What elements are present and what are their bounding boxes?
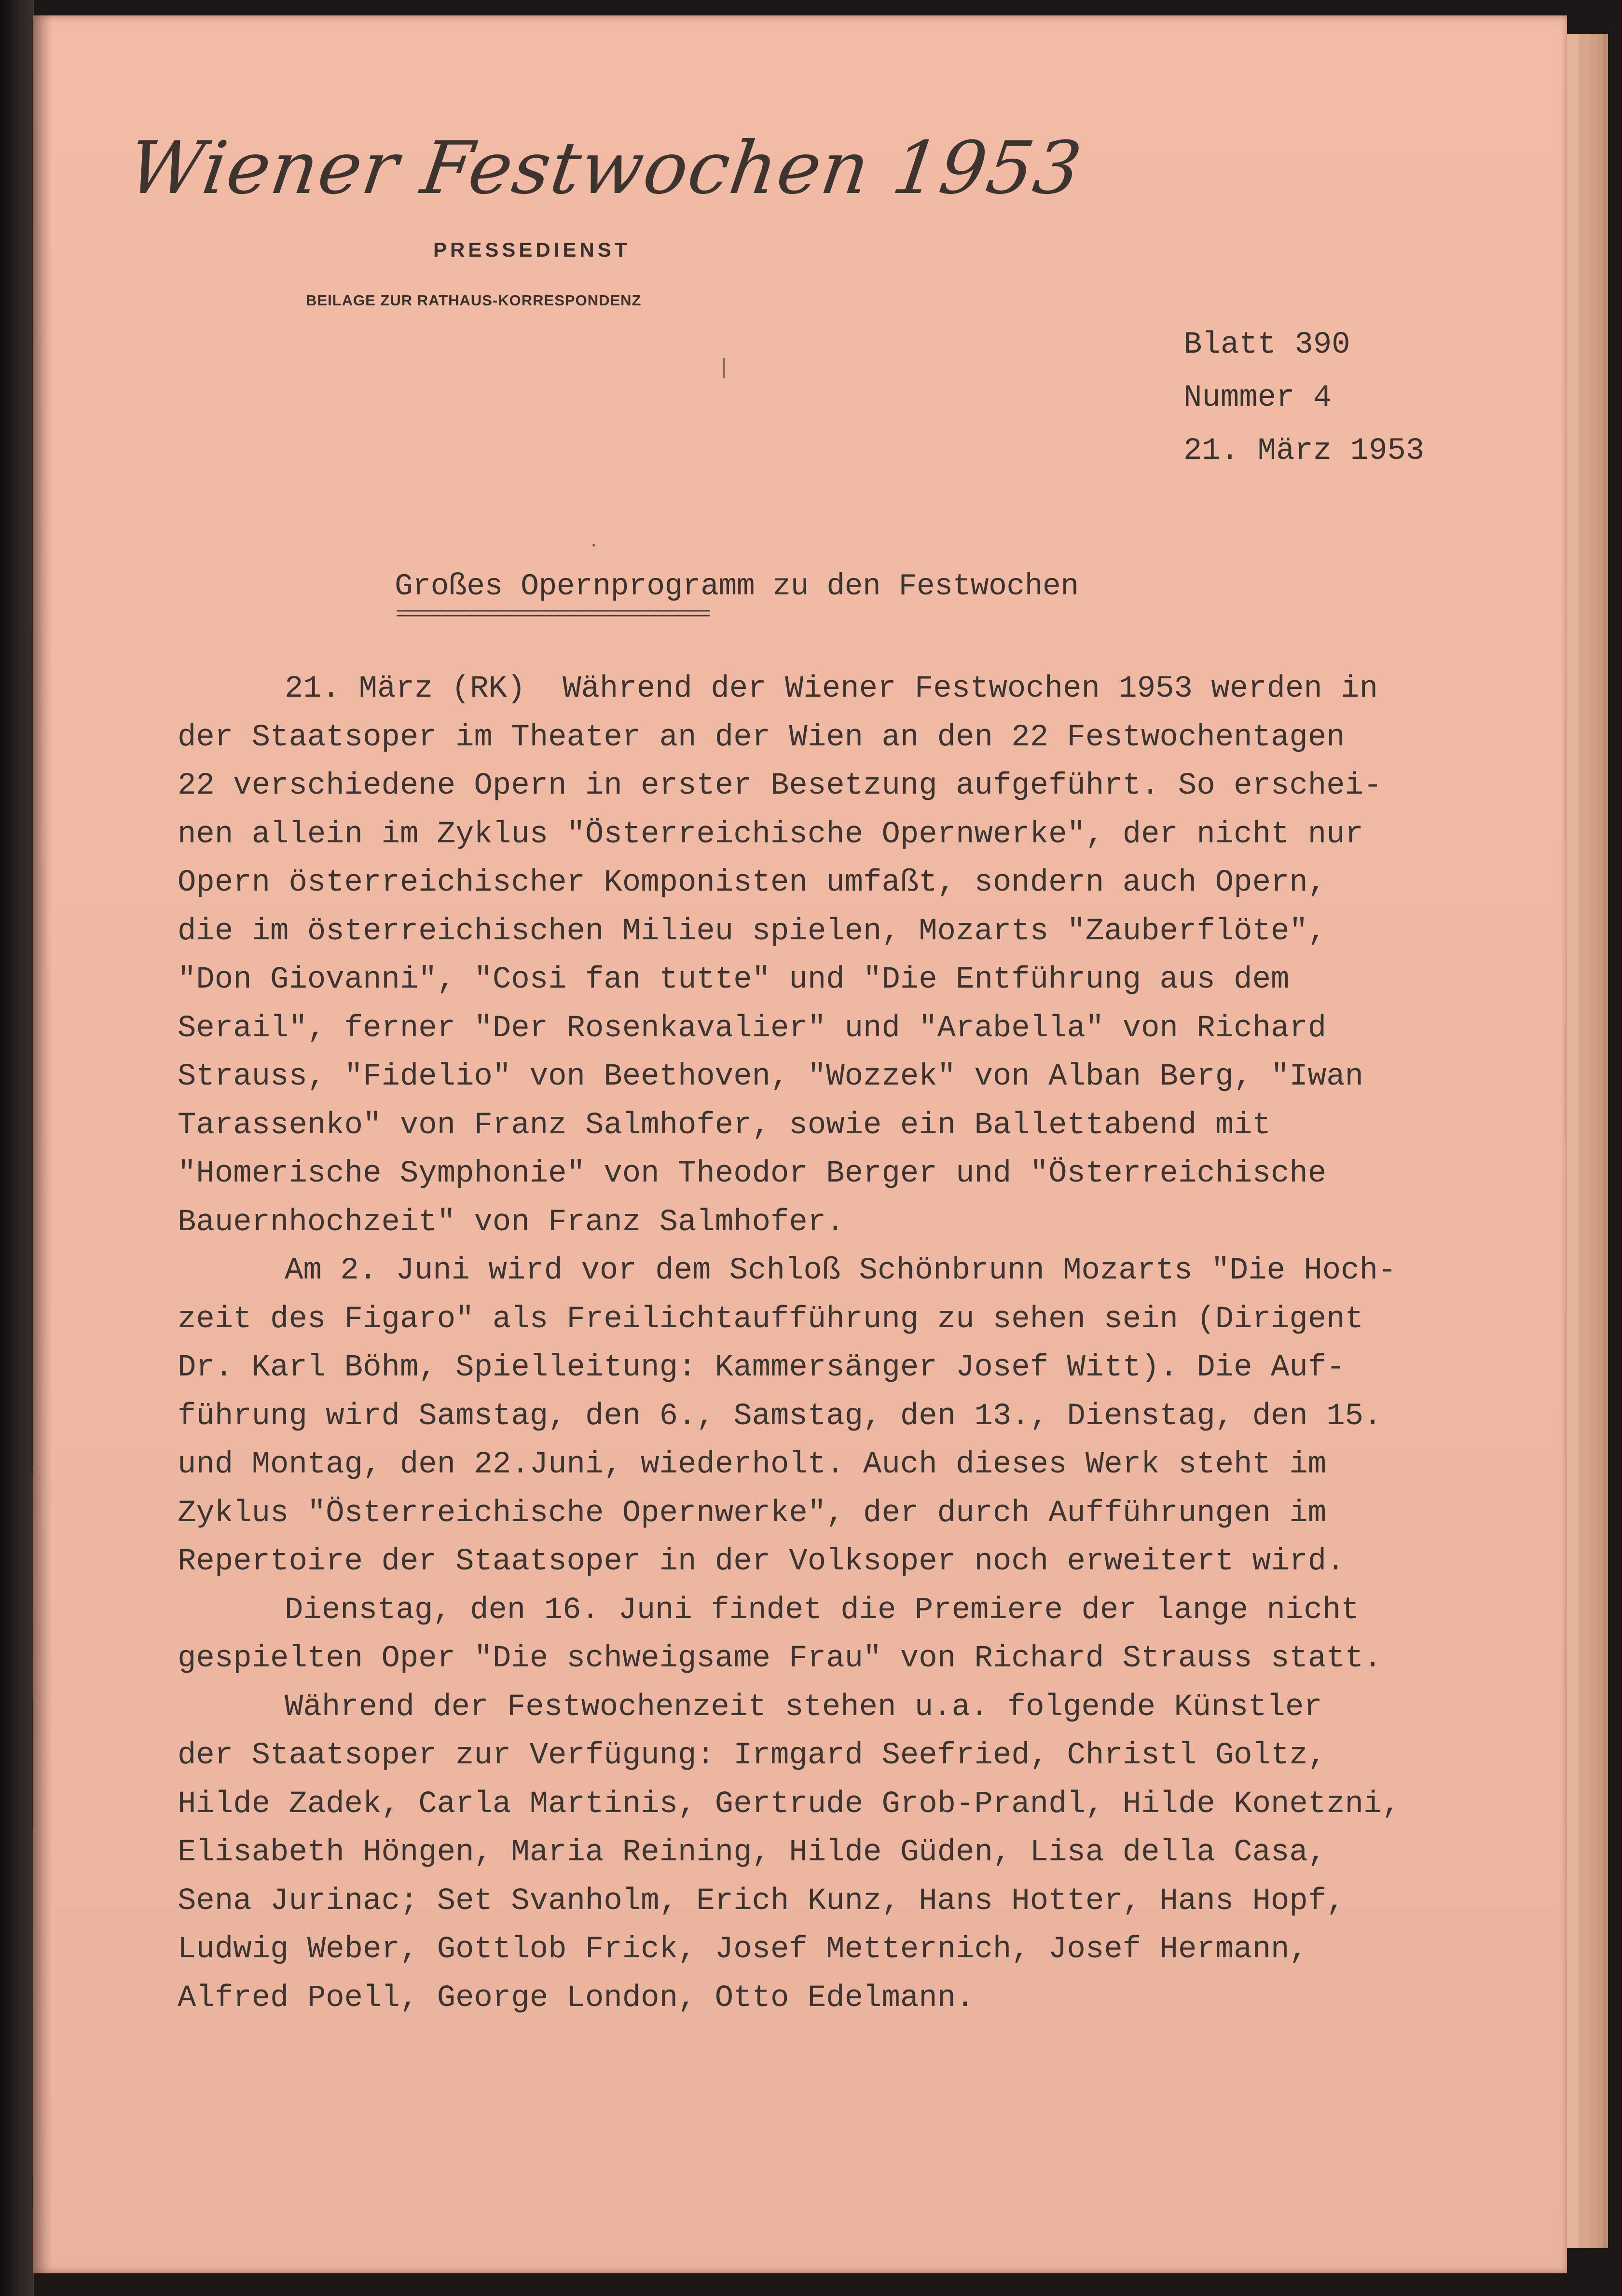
text-line: Alfred Poell, George London, Otto Edelmann. xyxy=(178,1980,975,2016)
reference-block xyxy=(1183,318,1424,478)
supplement-label: BEILAGE ZUR RATHAUS-KORRESPONDENZ xyxy=(306,292,642,309)
text-line: und Montag, den 22.Juni, wiederholt. Auch dieses Werk steht im xyxy=(178,1447,1327,1482)
text-line: "Homerische Symphonie" von Theodor Berger und "Österreichische xyxy=(178,1156,1327,1191)
text-line: Dr. Karl Böhm, Spielleitung: Kammersänger Josef Witt). Die Auf- xyxy=(178,1350,1345,1385)
text-line: Dienstag, den 16. Juni findet die Premiere der lange nicht xyxy=(285,1593,1360,1628)
text-line: zeit des Figaro" als Freilichtaufführung zu sehen sein (Dirigent xyxy=(178,1302,1363,1337)
text-line: 21. März (RK) Während der Wiener Festwochen 1953 werden in xyxy=(285,672,1378,706)
sheet-number: Blatt 390 xyxy=(1183,328,1350,362)
issue-date: 21. März 1953 xyxy=(1183,434,1425,468)
text-line: Opern österreichischer Komponisten umfaßt, sondern auch Opern, xyxy=(178,866,1327,900)
book-binding xyxy=(0,0,34,2296)
text-line: Repertoire der Staatsoper in der Volksoper noch erweitert wird. xyxy=(178,1544,1345,1579)
text-line: 22 verschiedene Opern in erster Besetzung aufgeführt. So erschei- xyxy=(178,769,1382,803)
text-line: Tarassenko" von Franz Salmhofer, sowie ein Ballettabend mit xyxy=(178,1108,1271,1143)
text-line: Bauernhochzeit" von Franz Salmhofer. xyxy=(178,1205,845,1240)
text-line: Ludwig Weber, Gottlob Frick, Josef Metternich, Josef Hermann, xyxy=(178,1932,1308,1967)
text-line: der Staatsoper zur Verfügung: Irmgard Seefried, Christl Goltz, xyxy=(178,1738,1327,1773)
press-service-label: PRESSEDIENST xyxy=(433,238,631,261)
text-line: Elisabeth Höngen, Maria Reining, Hilde Güden, Lisa della Casa, xyxy=(178,1835,1327,1870)
text-line: "Don Giovanni", "Cosi fan tutte" und "Die Entführung aus dem xyxy=(178,962,1290,997)
text-line: Zyklus "Österreichische Opernwerke", der durch Aufführungen im xyxy=(178,1496,1327,1531)
page-edge xyxy=(1603,34,1608,2248)
text-line: führung wird Samstag, den 6., Samstag, den 13., Dienstag, den 15. xyxy=(178,1399,1382,1434)
text-line: der Staatsoper im Theater an der Wien an den 22 Festwochentagen xyxy=(178,720,1345,755)
ink-mark xyxy=(723,358,725,378)
page-edges xyxy=(1564,0,1622,2296)
text-line: Am 2. Juni wird vor dem Schloß Schönbrunn Mozarts "Die Hoch- xyxy=(285,1253,1397,1288)
masthead-logo: Wiener Festwochen 1953 xyxy=(123,126,1087,210)
text-line: Strauss, "Fidelio" von Beethoven, "Wozzek" von Alban Berg, "Iwan xyxy=(178,1059,1363,1094)
page-fold-shadow xyxy=(33,15,52,2273)
issue-number: Nummer 4 xyxy=(1183,381,1332,415)
text-line: Serail", ferner "Der Rosenkavalier" und "Arabella" von Richard xyxy=(178,1011,1327,1046)
document-page xyxy=(33,15,1567,2273)
text-line: Während der Festwochenzeit stehen u.a. folgende Künstler xyxy=(285,1690,1322,1725)
text-line: gespielten Oper "Die schweigsame Frau" von Richard Strauss statt. xyxy=(178,1641,1382,1676)
title-underline: ==================================== xyxy=(396,604,709,626)
article-title: Großes Opernprogramm zu den Festwochen xyxy=(395,569,1079,604)
text-line: Hilde Zadek, Carla Martinis, Gertrude Grob-Prandl, Hilde Konetzni, xyxy=(178,1787,1401,1822)
article-body xyxy=(178,665,1538,2022)
text-line: nen allein im Zyklus "Österreichische Opernwerke", der nicht nur xyxy=(178,817,1363,852)
ink-dot xyxy=(592,544,595,547)
text-line: Sena Jurinac; Set Svanholm, Erich Kunz, Hans Hotter, Hans Hopf, xyxy=(178,1884,1345,1919)
text-line: die im österreichischen Milieu spielen, Mozarts "Zauberflöte", xyxy=(178,914,1327,949)
